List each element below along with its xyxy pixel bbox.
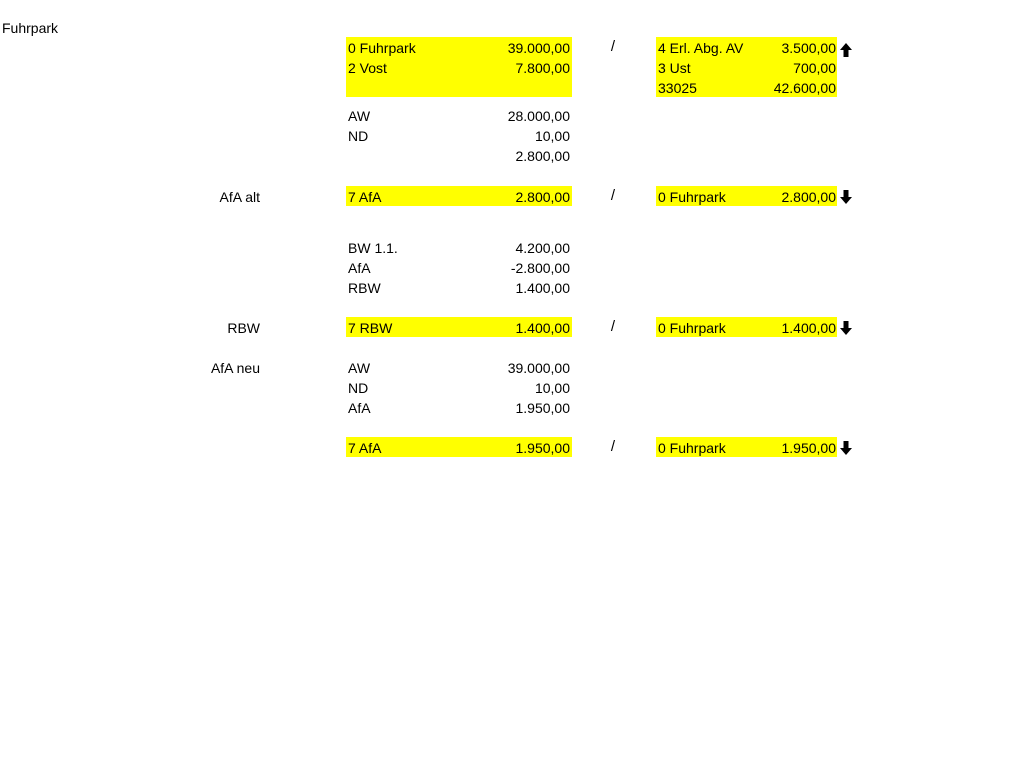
rbw-credit-amount: 1.400,00	[781, 320, 836, 336]
calc2-label-rbw: RBW	[348, 280, 381, 296]
calc1-label-nd: ND	[348, 128, 369, 144]
section-label-afa-neu: AfA neu	[210, 360, 260, 376]
arrow-down-icon	[839, 320, 853, 336]
sale-debit-account-1: 0 Fuhrpark	[348, 40, 416, 56]
sale-credit-amount-2: 700,00	[793, 60, 836, 76]
afa-alt-debit-account: 7 AfA	[348, 189, 382, 205]
sale-debit-amount-1: 39.000,00	[507, 40, 570, 56]
calc2-label-afa: AfA	[348, 260, 371, 276]
calc3-value-nd: 10,00	[534, 380, 570, 396]
calc1-value-result: 2.800,00	[515, 148, 570, 164]
calc3-label-nd: ND	[348, 380, 369, 396]
sale-debit-account-2: 2 Vost	[348, 60, 387, 76]
section-label-rbw: RBW	[227, 320, 260, 336]
rbw-credit-account: 0 Fuhrpark	[658, 320, 726, 336]
arrow-down-icon	[839, 440, 853, 456]
sale-credit-amount-3: 42.600,00	[773, 80, 836, 96]
rbw-separator: /	[610, 318, 616, 335]
sale-credit-account-3: 33025	[658, 80, 697, 96]
afa-neu-credit-account: 0 Fuhrpark	[658, 440, 726, 456]
arrow-up-icon	[839, 42, 853, 58]
afa-alt-debit-amount: 2.800,00	[515, 189, 570, 205]
arrow-down-icon	[839, 189, 853, 205]
sheet-title: Fuhrpark	[2, 20, 59, 36]
afa-alt-credit-amount: 2.800,00	[781, 189, 836, 205]
sale-credit-amount-1: 3.500,00	[781, 40, 836, 56]
calc3-value-aw: 39.000,00	[507, 360, 570, 376]
calc1-label-aw: AW	[348, 108, 371, 124]
calc3-label-afa: AfA	[348, 400, 371, 416]
sale-credit-account-2: 3 Ust	[658, 60, 691, 76]
afa-alt-credit-account: 0 Fuhrpark	[658, 189, 726, 205]
rbw-debit-amount: 1.400,00	[515, 320, 570, 336]
calc1-value-aw: 28.000,00	[507, 108, 570, 124]
afa-alt-separator: /	[610, 187, 616, 204]
calc3-value-afa: 1.950,00	[515, 400, 570, 416]
afa-neu-credit-amount: 1.950,00	[781, 440, 836, 456]
calc2-value-afa: -2.800,00	[510, 260, 570, 276]
rbw-debit-account: 7 RBW	[348, 320, 393, 336]
sale-credit-account-1: 4 Erl. Abg. AV	[658, 40, 744, 56]
sale-debit-amount-2: 7.800,00	[515, 60, 570, 76]
calc1-value-nd: 10,00	[534, 128, 570, 144]
afa-neu-debit-account: 7 AfA	[348, 440, 382, 456]
calc2-value-bw: 4.200,00	[515, 240, 570, 256]
sale-separator: /	[610, 38, 616, 55]
afa-neu-debit-amount: 1.950,00	[515, 440, 570, 456]
afa-neu-separator: /	[610, 438, 616, 455]
calc2-label-bw: BW 1.1.	[348, 240, 398, 256]
section-label-afa-alt: AfA alt	[219, 189, 260, 205]
calc2-value-rbw: 1.400,00	[515, 280, 570, 296]
calc3-label-aw: AW	[348, 360, 371, 376]
